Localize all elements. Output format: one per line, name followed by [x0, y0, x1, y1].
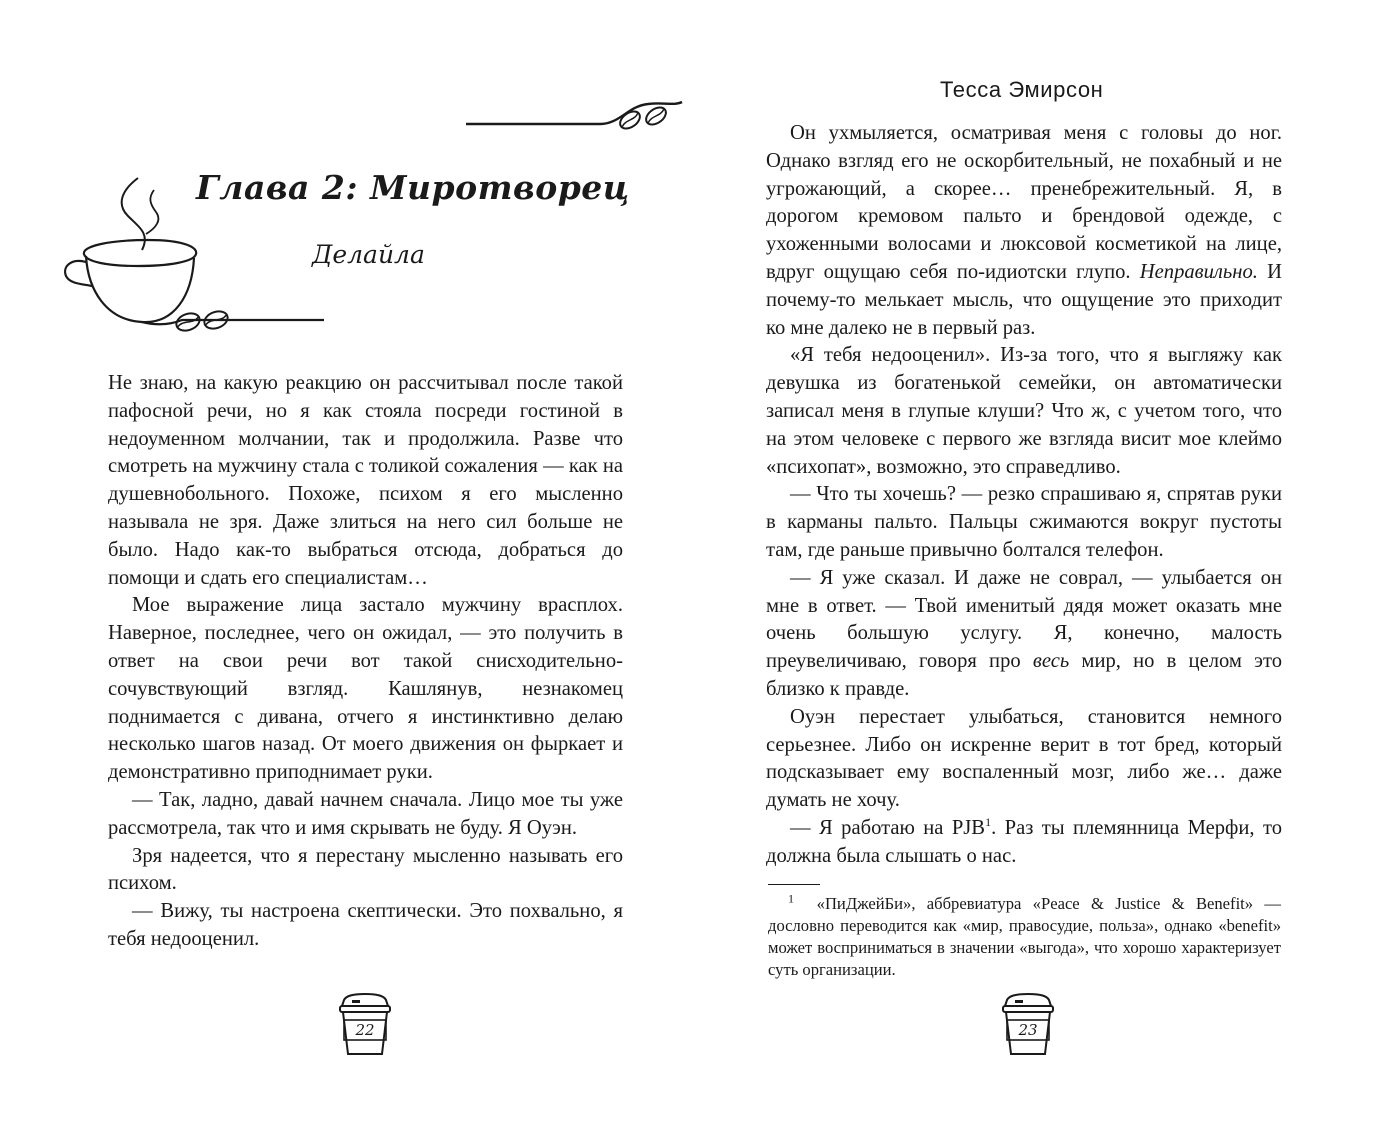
text-run: И почему-то мелькает мысль, что ощущение это приходит ко мне далеко не в первый раз.	[766, 260, 1282, 339]
footnote-reference: 1	[985, 815, 992, 830]
paragraph: Мое выражение лица застало мужчину врасплох. Наверное, последнее, чего он ожидал, — это получить в ответ на свои речи вот такой снисходительно-сочувствующий взгляд. Кашлянув, незнакомец поднимается с дивана, отчего я инстинктивно делаю несколько шагов назад. От моего движения он фыркает и демонстративно приподнимает руки.	[108, 594, 623, 784]
italic-text: весь	[1032, 650, 1070, 673]
footnote-separator	[768, 884, 820, 885]
paragraph: Оуэн перестает улыбаться, становится немного серьезнее. Либо он искренне верит в тот бред, который подсказывает ему воспаленный мозг, либо же… даже думать не хочу.	[766, 705, 1282, 812]
paragraph	[766, 120, 1282, 342]
page-number: 22	[355, 1021, 375, 1039]
running-head-author: Тесса Эмирсон	[940, 77, 1104, 102]
text-run: — Я работаю на PJB	[790, 816, 986, 839]
paragraph: «Я тебя недооценил». Из-за того, что я выгляжу как девушка из богатенькой семейки, он автоматически записал меня в глупые клуши? Что ж, с учетом того, что на этом человеке с первого же взгляда висит мое клеймо «психопат», возможно, это справедливо.	[766, 344, 1282, 478]
footnote	[768, 893, 1281, 981]
footnote-mark: 1	[788, 891, 794, 906]
page-number-badge	[332, 992, 398, 1058]
paragraph: Не знаю, на какую реакцию он рассчитывал после такой пафосной речи, но я как стояла посреди гостиной в недоуменном молчании, так и продолжила. Разве что смотреть на мужчину стала с толикой сожаления — как на душевнобольного. Похоже, психом я его мысленно называла не зря. Даже злиться на него сил больше не было. Надо как-то выбраться отсюда, добраться до помощи и сдать его специалистам…	[108, 372, 623, 589]
paragraph	[766, 565, 1282, 704]
paragraph	[766, 815, 1282, 871]
chapter-subtitle: Делайла	[312, 240, 425, 269]
coffee-bean-divider-icon	[460, 96, 690, 138]
text-run: . Раз ты племянница Мерфи, то должна была слышать о нас.	[766, 816, 1283, 867]
paragraph: — Так, ладно, давай начнем сначала. Лицо мое ты уже рассмотрела, так что и имя скрывать не буду. Я Оуэн.	[108, 788, 623, 839]
page-number-badge	[995, 992, 1061, 1058]
text-run: мир, но в целом это близко к правде.	[766, 650, 1282, 700]
paragraph: — Вижу, ты настроена скептически. Это похвально, я тебя недооценил.	[108, 900, 623, 950]
text-run: Он ухмыляется, осматривая меня с головы до ног. Однако взгляд его не оскорбительный, не похабный и не угрожающий, а скорее… пренебрежительный. Я, в дорогом кремовом пальто и брендовой одежде, с ухоженными волосами и люксовой косметикой на лице, вдруг ощущаю себя по-идиотски глупо.	[766, 122, 1282, 283]
right-page-body	[766, 120, 1282, 871]
paragraph: Зря надеется, что я перестану мысленно называть его психом.	[108, 844, 623, 895]
footnote-text: «ПиДжейБи», аббревиатура «Peace & Justice & Benefit» — дословно переводится как «мир, правосудие, польза», однако «benefit» может восприниматься в значении «выгода», что хорошо характеризует суть организации.	[768, 894, 1281, 979]
paragraph: — Что ты хочешь? — резко спрашиваю я, спрятав руки в карманы пальто. Пальцы сжимаются вокруг пустоты там, где раньше привычно болтался телефон.	[766, 483, 1282, 561]
text-run: — Я уже сказал. И даже не соврал, — улыбается он мне в ответ. — Твой именитый дядя может оказать мне очень большую услугу. Я, конечно, малость преувеличиваю, говоря про	[766, 566, 1282, 673]
page-number: 23	[1018, 1021, 1038, 1039]
left-page-body	[108, 370, 623, 954]
right-page	[696, 0, 1392, 1125]
italic-text: Неправильно.	[1139, 260, 1258, 283]
chapter-title: Глава 2: Миротворец	[196, 168, 630, 207]
